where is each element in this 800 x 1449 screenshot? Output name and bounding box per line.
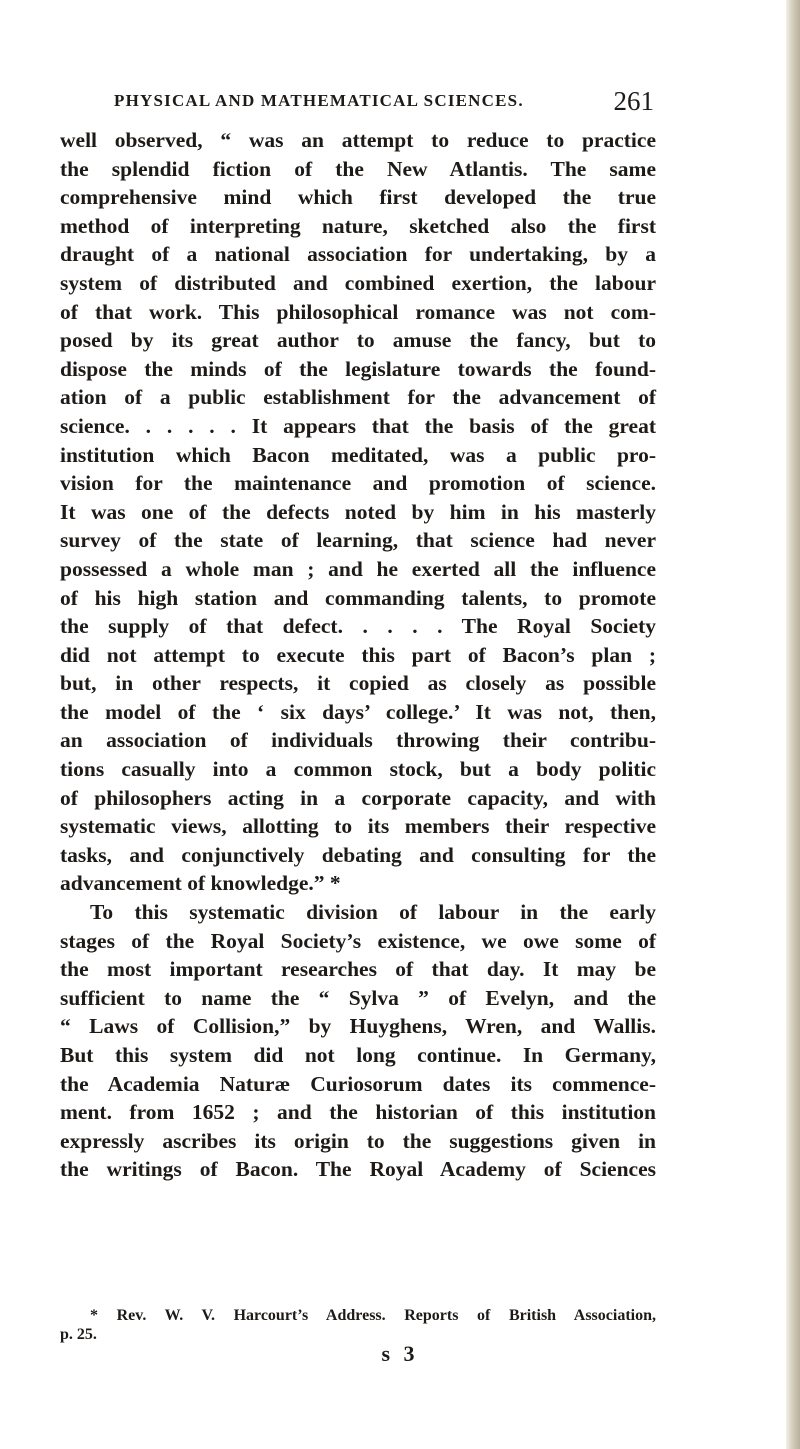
text-line: but, in other respects, it copied as closely as possible [60,671,656,696]
footnote [60,1306,656,1344]
text-line: vision for the maintenance and promotion of science. [60,471,656,496]
text-line: systematic views, allotting to its members their respective [60,814,656,839]
text-line: comprehensive mind which first developed the true [60,185,656,210]
text-line: draught of a national association for undertaking, by a [60,242,656,267]
text-line: It was one of the defects noted by him in his masterly [60,499,656,524]
text-line: of that work. This philosophical romance was not com- [60,299,656,324]
text-line: the Academia Naturæ Curiosorum dates its commence- [60,1071,656,1096]
text-line: stages of the Royal Society’s existence, we owe some of [60,928,656,953]
signature-mark: s 3 [381,1341,419,1366]
text-line: science. . . . . . It appears that the basis of the great [60,413,656,438]
page-edge [786,0,800,1449]
text-line: sufficient to name the “ Sylva ” of Evelyn, and the [60,985,656,1010]
text-line: the supply of that defect. . . . . The Royal Society [60,614,656,639]
text-line: the splendid fiction of the New Atlantis. The same [60,156,656,181]
page-number: 261 [613,86,654,116]
footnote-line: * Rev. W. V. Harcourt’s Address. Reports of British Association, [90,1307,656,1324]
text-line: But this system did not long continue. In Germany, [60,1043,656,1067]
text-line: system of distributed and combined exertion, the labour [60,270,656,295]
text-line: the model of the ‘ six days’ college.’ It was not, then, [60,699,656,724]
text-line: ment. from 1652 ; and the historian of this institution [60,1100,656,1125]
text-line: well observed, “ was an attempt to reduce to practice [60,128,656,152]
page-header [114,86,654,116]
text-line: possessed a whole man ; and he exerted all the influence [60,556,656,581]
text-line: expressly ascribes its origin to the suggestions given in [60,1128,656,1153]
text-line: institution which Bacon meditated, was a public pro- [60,442,656,467]
text-line: survey of the state of learning, that science had never [60,528,656,553]
text-line: To this systematic division of labour in the early [90,900,656,925]
text-line: posed by its great author to amuse the fancy, but to [60,328,656,353]
text-line: “ Laws of Collision,” by Huyghens, Wren, and Wallis. [60,1014,656,1039]
text-line: the writings of Bacon. The Royal Academy of Sciences [60,1157,656,1182]
text-line: tions casually into a common stock, but a body politic [60,757,656,782]
running-head: PHYSICAL AND MATHEMATICAL SCIENCES. [114,91,524,110]
text-line: of philosophers acting in a corporate capacity, and with [60,785,656,810]
text-line: advancement of knowledge.” * [60,871,341,896]
text-line: dispose the minds of the legislature towards the found- [60,356,656,381]
text-line: tasks, and conjunctively debating and consulting for the [60,842,656,867]
text-line: did not attempt to execute this part of Bacon’s plan ; [60,642,656,667]
text-line: of his high station and commanding talents, to promote [60,585,656,610]
text-line: the most important researches of that day. It may be [60,957,656,982]
text-line: method of interpreting nature, sketched also the first [60,213,656,238]
body-text [60,126,656,1184]
text-line: an association of individuals throwing their contribu- [60,728,656,753]
footnote-line: p. 25. [60,1326,97,1343]
text-line: ation of a public establishment for the advancement of [60,385,656,410]
